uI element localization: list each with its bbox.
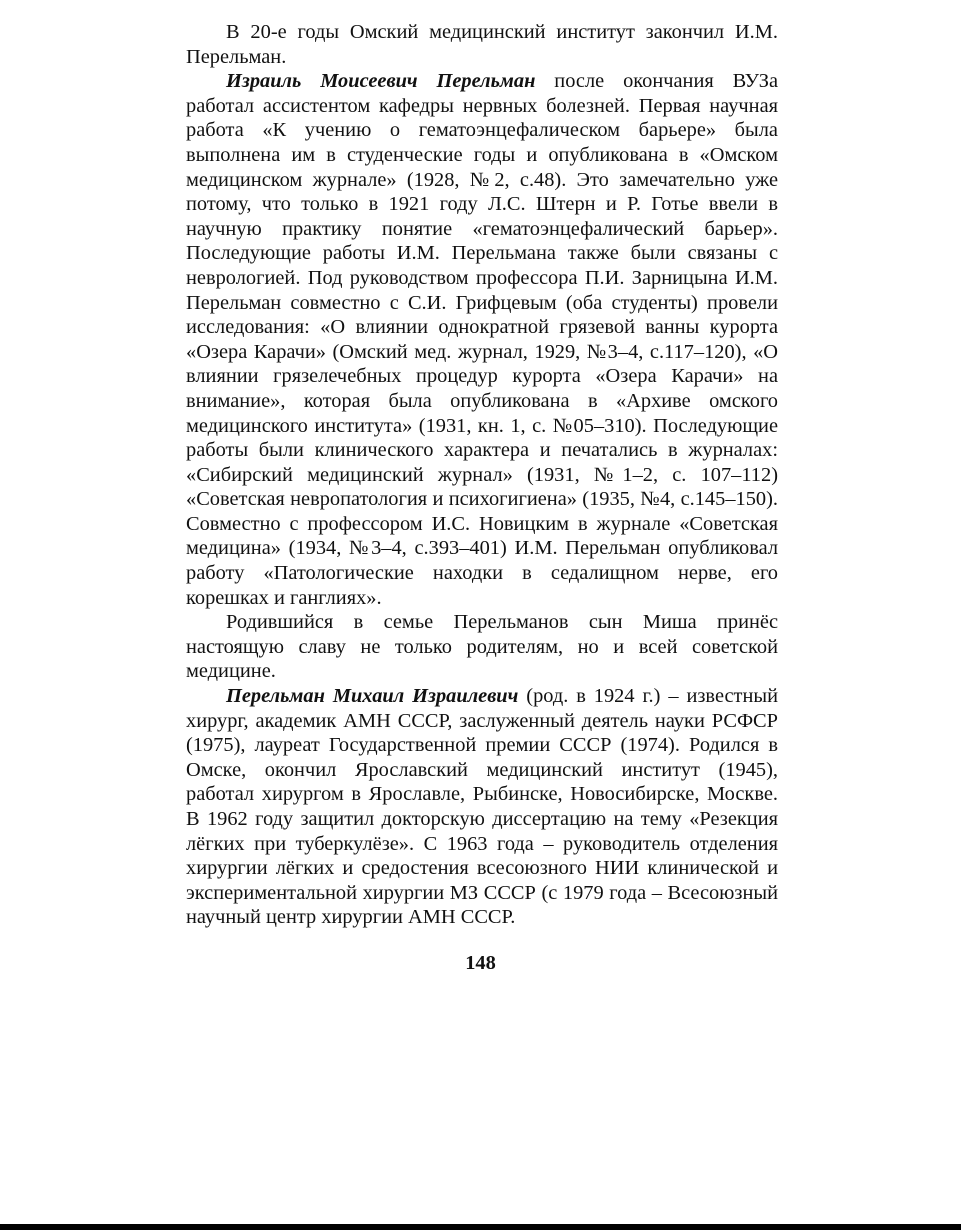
paragraph-intro: [186, 20, 778, 69]
person-name: Перельман Михаил Израилевич: [226, 685, 519, 708]
paragraph-son-misha: [186, 610, 778, 684]
paragraph-text: Родившийся в семье Перельманов сын Миша принёс настоящую славу не только родителям, но и всей советской медицине.: [186, 611, 778, 683]
person-name: Израиль Моисеевич Перельман: [226, 70, 536, 93]
paragraph-text: (род. в 1924 г.) – известный хирург, академик АМН СССР, заслуженный деятель науки РСФСР (1975), лауреат Государственной премии СССР (1974). Родился в Омске, окончил Ярославский медицинский институт (1945), работал хирургом в Ярославле, Рыбинске, Новосибирске, Москве. В 1962 году защитил докторскую диссертацию на тему «Резекция лёгких при туберкулёзе». С 1963 года – руководитель отделения хирургии лёгких и средостения всесоюзного НИИ клинической и экспериментальной хирургии МЗ СССР (с 1979 года – Всесоюзный научный центр хирургии АМН СССР.: [186, 685, 778, 929]
paragraph-mikhail-perelman: [186, 684, 778, 930]
page-number: 148: [465, 952, 496, 974]
paragraph-text: после окончания ВУЗа работал ассистентом кафедры нервных болезней. Первая научная работа «К учению о гематоэнцефалическом барьере» была выполнена им в студенческие годы и опубликована в «Омском медицинском журнале» (1928, №2, с.48). Это замечательно уже потому, что только в 1921 году Л.С. Штерн и Р. Готье ввели в научную практику понятие «гематоэнцефалический барьер». Последующие работы И.М. Перельмана также были связаны с неврологией. Под руководством профессора П.И. Зарницына И.М. Перельман совместно с С.И. Грифцевым (оба студенты) провели исследования: «О влиянии однократной грязевой ванны курорта «Озера Карачи» (Омский мед. журнал, 1929, №3–4, с.117–120), «О влиянии грязелечебных процедур курорта «Озера Карачи» на внимание», которая была опубликована в «Архиве омского медицинского института» (1931, кн. 1, с. №05–310). Последующие работы были клинического характера и печатались в журналах: «Сибирский медицинский журнал» (1931, №1–2, с. 107–112) «Советская невропатология и психогигиена» (1935, №4, с.145–150). Совместно с профессором И.С. Новицким в журнале «Советская медицина» (1934, №3–4, с.393–401) И.М. Перельман опубликовал работу «Патологические находки в седалищном нерве, его корешках и ганглиях».: [186, 70, 779, 609]
bottom-edge-border: [0, 1224, 961, 1230]
paragraph-text: В 20-е годы Омский медицинский институт закончил И.М. Перельман.: [186, 21, 778, 68]
body-text: [186, 20, 778, 930]
paragraph-israel-perelman: [186, 69, 778, 610]
